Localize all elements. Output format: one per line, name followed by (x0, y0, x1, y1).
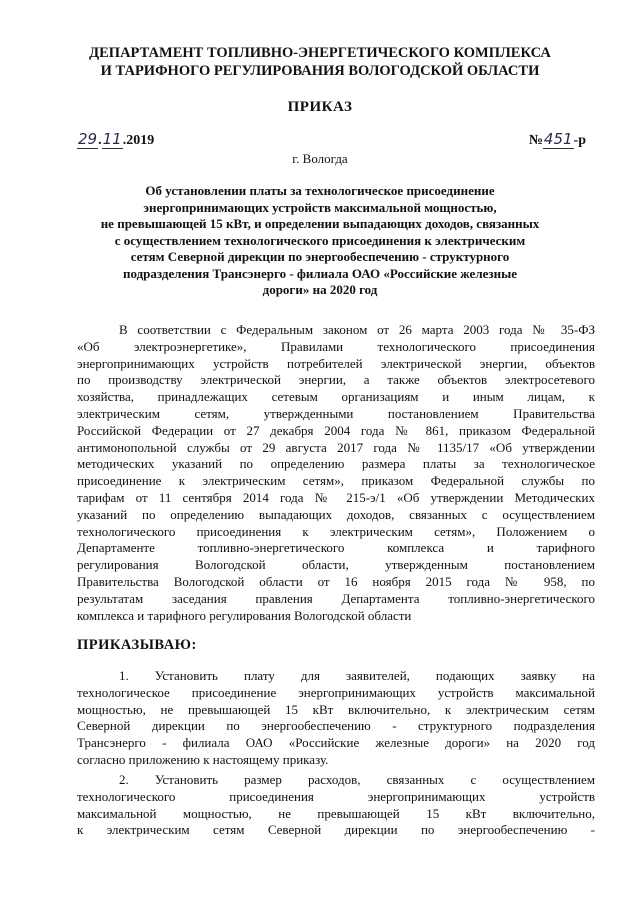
department-header (60, 44, 580, 80)
preamble-paragraph (77, 322, 595, 624)
preamble-line: «Об электроэнергетике», Правилами технологического присоединения (77, 338, 595, 354)
item-1-line: Трансэнерго - филиала ОАО «Российские железные дороги» на 2020 год (77, 735, 595, 751)
date-separator: . (98, 133, 102, 148)
item-1-paragraph (77, 668, 595, 769)
subject-line: сетям Северной дирекции по энергообеспечению - структурного (130, 249, 510, 264)
department-line-1: ДЕПАРТАМЕНТ ТОПЛИВНО-ЭНЕРГЕТИЧЕСКОГО КОМПЛЕКСА (89, 45, 551, 61)
preamble-line: по производству электрической энергии, а также объектов электросетевого (77, 372, 595, 388)
preamble-line: антимонопольной службы от 29 августа 2017 года № 1135/17 «Об утверждении (77, 439, 595, 455)
subject-line: энергопринимающих устройств максимальной мощностью, (143, 199, 497, 215)
item-1-line: мощностью, не превышающей 15 кВт включительно, к электрическим сетям (77, 701, 595, 717)
preamble-line: указаний по определению выпадающих доходов, связанных с осуществлением (77, 506, 595, 522)
preamble-line: В соответствии с Федеральным законом от 26 марта 2003 года № 35-ФЗ (119, 322, 595, 337)
item-1-line: 1. Установить плату для заявителей, подающих заявку на (119, 668, 595, 683)
directive-heading: ПРИКАЗЫВАЮ: (77, 637, 197, 653)
preamble-line: Правительства Вологодской области от 16 ноября 2015 года № 958, по (77, 573, 595, 589)
document-type: ПРИКАЗ (287, 99, 353, 115)
order-date (77, 130, 154, 149)
number-suffix: -р (573, 133, 586, 148)
subject-line: дороги» на 2020 год (262, 282, 378, 297)
subject-line: подразделения Трансэнерго - филиала ОАО «Российские железные (122, 265, 518, 281)
preamble-line: комплекса и тарифного регулирования Вологодской области (77, 607, 412, 623)
item-1-line: Северной дирекции по энергообеспечению - структурного подразделения (77, 718, 595, 734)
item-2-line: технологического присоединения энергопринимающих устройств (77, 788, 595, 804)
preamble-line: энергопринимающих устройств потребителей электрической энергии, объектов (77, 355, 595, 371)
order-number (529, 130, 586, 149)
preamble-line: присоединение к электрическим сетям», приказом Федеральной службы по (77, 473, 595, 489)
preamble-line: технологического присоединения к электрическим сетям», Положением о (77, 523, 595, 539)
department-line-2: И ТАРИФНОГО РЕГУЛИРОВАНИЯ ВОЛОГОДСКОЙ ОБЛАСТИ (100, 63, 540, 79)
subject-line: не превышающей 15 кВт, и определении выпадающих доходов, связанных (100, 216, 540, 231)
order-subject (72, 183, 568, 299)
handwritten-month: 11 (102, 130, 122, 148)
item-2-paragraph (77, 772, 595, 839)
preamble-line: методических указаний по определению размера платы за технологическое (77, 456, 595, 472)
handwritten-number: 451 (543, 130, 573, 148)
subject-line: Об установлении платы за технологическое присоединение (145, 183, 495, 198)
number-prefix: № (528, 133, 543, 148)
preamble-line: тарифам от 11 сентября 2014 года № 215-э/1 «Об утверждении Методических (77, 489, 595, 505)
item-2-line: к электрическим сетям Северной дирекции по энергообеспечению - (77, 822, 595, 838)
preamble-line: Российской Федерации от 27 декабря 2004 года № 861, приказом Федеральной (77, 422, 595, 438)
preamble-line: результатам заседания правления Департамента топливно-энергетического (77, 590, 595, 606)
preamble-line: регулирования Вологодской области, утвержденным постановлением (77, 557, 595, 573)
preamble-line: электрическим сетям, утвержденными постановлением Правительства (77, 405, 595, 421)
handwritten-day: 29 (78, 130, 98, 148)
city-line: г. Вологда (292, 151, 348, 166)
item-1-line: технологическое присоединение энергопринимающих устройств максимальной (77, 684, 595, 700)
preamble-line: хозяйства, принадлежащих сетевым организациям и иным лицам, к (77, 389, 595, 405)
preamble-line: Департаменте топливно-энергетического комплекса и тарифного (77, 540, 595, 556)
date-year: .2019 (122, 133, 155, 148)
item-2-line: максимальной мощностью, не превышающей 15 кВт включительно, (77, 805, 595, 821)
item-1-line: согласно приложению к настоящему приказу. (77, 751, 329, 767)
item-2-line: 2. Установить размер расходов, связанных с осуществлением (119, 772, 595, 787)
subject-line: с осуществлением технологического присоединения к электрическим (114, 232, 526, 248)
